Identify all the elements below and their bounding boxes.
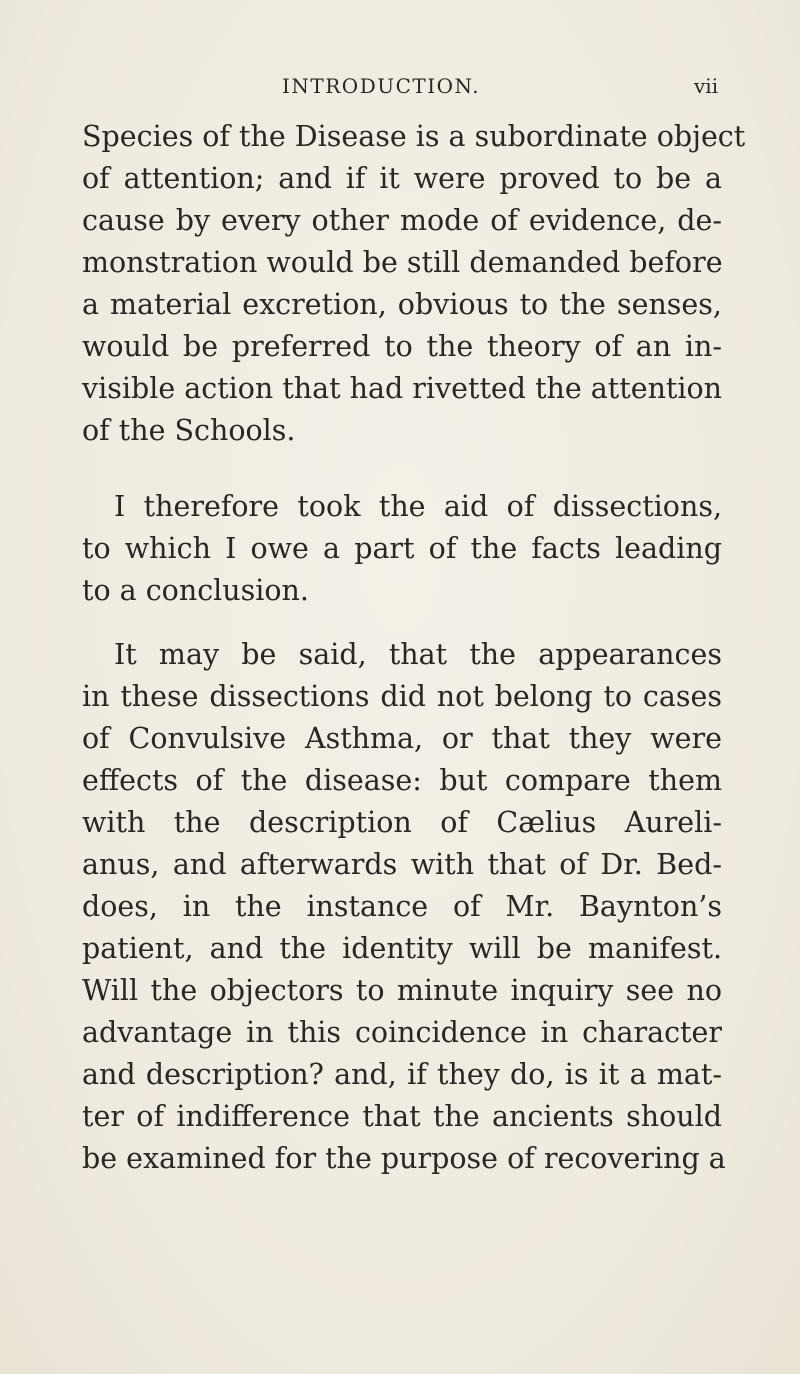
text-line: patient, and the identity will be manifest.	[82, 932, 722, 965]
text-line: to which I owe a part of the facts leading	[82, 532, 722, 565]
text-line: It may be said, that the appearances	[114, 638, 722, 671]
running-head: INTRODUCTION.	[282, 74, 481, 98]
text-line: be examined for the purpose of recovering a	[82, 1142, 726, 1175]
text-line: anus, and afterwards with that of Dr. Bed-	[82, 848, 722, 881]
text-line: of Convulsive Asthma, or that they were	[82, 722, 722, 755]
text-line: I therefore took the aid of dissections,	[114, 490, 722, 523]
text-line: in these dissections did not belong to cases	[82, 680, 722, 713]
text-line: with the description of Cælius Aureli-	[82, 806, 722, 839]
text-line: effects of the disease: but compare them	[82, 764, 722, 797]
text-line: to a conclusion.	[82, 574, 309, 607]
page-number: vii	[694, 74, 719, 98]
text-line: a material excretion, obvious to the senses,	[82, 288, 722, 321]
text-line: ter of indifference that the ancients should	[82, 1100, 722, 1133]
text-line: visible action that had rivetted the attention	[82, 372, 723, 405]
text-line: Will the objectors to minute inquiry see no	[82, 974, 722, 1007]
text-line: would be preferred to the theory of an in-	[82, 330, 722, 363]
text-line: cause by every other mode of evidence, de-	[82, 204, 722, 237]
text-line: Species of the Disease is a subordinate object	[82, 120, 746, 153]
paragraph-3	[82, 634, 726, 1180]
text-line: of the Schools.	[82, 414, 296, 447]
text-line: advantage in this coincidence in character	[82, 1016, 722, 1049]
text-line: does, in the instance of Mr. Baynton’s	[82, 890, 722, 923]
paragraph-1	[82, 116, 746, 452]
text-line: of attention; and if it were proved to be a	[82, 162, 722, 195]
text-line: and description? and, if they do, is it a mat-	[82, 1058, 722, 1091]
text-line: monstration would be still demanded before	[82, 246, 723, 279]
paragraph-2	[82, 486, 722, 612]
